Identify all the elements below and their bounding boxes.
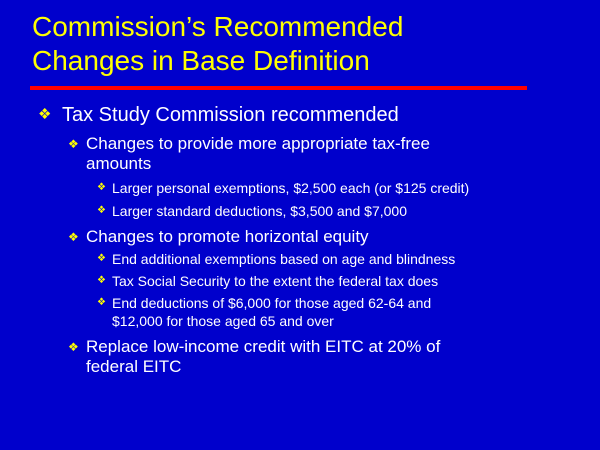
bullet-social-security xyxy=(97,272,438,290)
diamond-bullet-icon: ❖ xyxy=(97,205,106,216)
title-divider xyxy=(30,86,527,90)
diamond-bullet-icon: ❖ xyxy=(97,297,106,308)
bullet-text-line-2: federal EITC xyxy=(86,357,182,376)
bullet-standard-deductions xyxy=(97,202,407,220)
diamond-bullet-icon: ❖ xyxy=(68,137,79,151)
bullet-tax-free-amounts xyxy=(68,134,430,174)
title-line-2: Changes in Base Definition xyxy=(32,45,370,76)
bullet-text: Changes to promote horizontal equity xyxy=(86,227,369,246)
bullet-text: Tax Study Commission recommended xyxy=(62,104,399,126)
diamond-bullet-icon: ❖ xyxy=(97,182,106,193)
bullet-text-line-1: Changes to provide more appropriate tax-free xyxy=(86,134,430,153)
bullet-text: Tax Social Security to the extent the federal tax does xyxy=(112,273,439,289)
slide-title xyxy=(32,10,572,78)
bullet-text-line-2: amounts xyxy=(86,154,152,173)
diamond-bullet-icon: ❖ xyxy=(68,340,79,354)
bullet-text: End additional exemptions based on age and blindness xyxy=(112,251,456,267)
bullet-age-deductions xyxy=(97,294,431,330)
bullet-horizontal-equity xyxy=(68,227,369,247)
bullet-text: Larger personal exemptions, $2,500 each (or $125 credit) xyxy=(112,180,470,196)
bullet-text: Larger standard deductions, $3,500 and $7,000 xyxy=(112,203,408,219)
title-line-1: Commission’s Recommended xyxy=(32,11,404,42)
diamond-bullet-icon: ❖ xyxy=(38,106,52,123)
bullet-personal-exemptions xyxy=(97,179,469,197)
bullet-eitc xyxy=(68,337,440,377)
bullet-text-line-1: End deductions of $6,000 for those aged 62-64 and xyxy=(112,295,432,311)
bullet-text-line-2: $12,000 for those aged 65 and over xyxy=(112,313,334,329)
bullet-age-blindness xyxy=(97,250,455,268)
bullet-text-line-1: Replace low-income credit with EITC at 20% of xyxy=(86,337,441,356)
diamond-bullet-icon: ❖ xyxy=(97,275,106,286)
diamond-bullet-icon: ❖ xyxy=(68,230,79,244)
diamond-bullet-icon: ❖ xyxy=(97,253,106,264)
bullet-tax-study-commission xyxy=(38,104,399,126)
